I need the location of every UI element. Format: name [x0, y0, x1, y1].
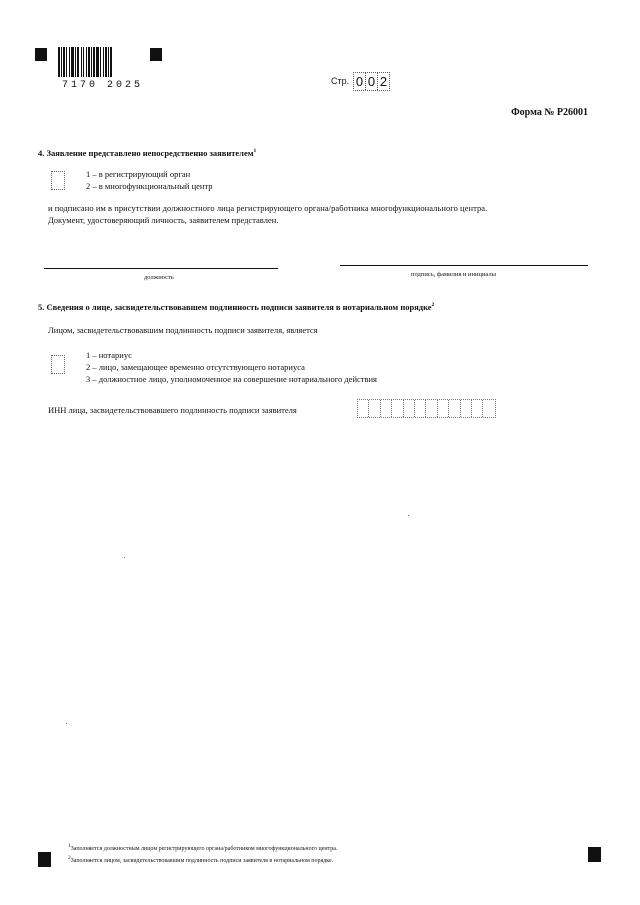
barcode-number: 7170 2025	[62, 80, 144, 91]
inn-cell[interactable]	[449, 400, 460, 417]
inn-cell[interactable]	[438, 400, 449, 417]
position-caption: должность	[144, 274, 174, 281]
page-label: Стр.	[331, 76, 350, 86]
certifier-option-2: 2 – лицо, замещающее временно отсутствующего нотариуса	[86, 362, 305, 372]
position-line	[44, 268, 278, 269]
inn-cell[interactable]	[415, 400, 426, 417]
scan-speck	[66, 723, 67, 724]
certifier-option-3: 3 – должностное лицо, уполномоченное на совершение нотариального действия	[86, 374, 377, 384]
section-4-title: 4. Заявление представлено непосредственно заявителем$^1$	[38, 148, 257, 158]
footnote-2: $^2$Заполняется лицом, засвидетельствовавшим подлинность подписи заявителя в нотариальном порядке.	[68, 855, 334, 864]
barcode-bar	[112, 47, 113, 77]
certifier-choice-box[interactable]	[51, 355, 65, 374]
inn-cell[interactable]	[404, 400, 415, 417]
delivery-option-1: 1 – в регистрирующий орган	[86, 169, 191, 179]
page-digit: 2	[379, 74, 388, 89]
inn-cell[interactable]	[358, 400, 369, 417]
delivery-choice-box[interactable]	[51, 171, 65, 190]
inn-cell[interactable]	[472, 400, 483, 417]
scan-speck	[408, 515, 409, 516]
inn-cell[interactable]	[483, 400, 494, 417]
registration-marker-top-right	[150, 48, 162, 61]
page-digit: 0	[366, 73, 378, 90]
inn-cell[interactable]	[392, 400, 403, 417]
delivery-option-2: 2 – в многофункциональный центр	[86, 181, 213, 191]
barcode	[58, 47, 136, 77]
footnote-1: $^1$Заполняется должностным лицом регистрирующего органа/работником многофункционального центра.	[68, 843, 338, 852]
registration-marker-bottom-left	[38, 852, 51, 867]
scan-speck	[124, 557, 125, 558]
certifier-option-1: 1 – нотариус	[86, 350, 132, 360]
section-5-intro: Лицом, засвидетельствовавшим подлинность подписи заявителя, является	[48, 325, 318, 335]
signature-line	[340, 265, 588, 266]
page-digit: 0	[354, 73, 366, 90]
section-5-title: 5. Сведения о лице, засвидетельствовавшем подлинность подписи заявителя в нотариальном порядке$^2$	[38, 302, 435, 312]
inn-cell[interactable]	[381, 400, 392, 417]
inn-cell[interactable]	[369, 400, 380, 417]
inn-cell[interactable]	[426, 400, 437, 417]
inn-cell[interactable]	[461, 400, 472, 417]
section-4-paragraph-line-1: и подписано им в присутствии должностного лица регистрирующего органа/работника многофункционального центра.	[48, 203, 488, 213]
section-4-paragraph-line-2: Документ, удостоверяющий личность, заявителем представлен.	[48, 215, 279, 225]
inn-label: ИНН лица, засвидетельствовавшего подлинность подписи заявителя	[48, 405, 297, 415]
signature-caption: подпись, фамилия и инициалы	[411, 271, 496, 278]
form-number: Форма № Р26001	[511, 107, 588, 118]
inn-input-cells[interactable]	[357, 399, 496, 418]
registration-marker-bottom-right	[588, 847, 601, 862]
page-number-cells	[353, 72, 390, 91]
registration-marker-top-left	[35, 48, 47, 61]
